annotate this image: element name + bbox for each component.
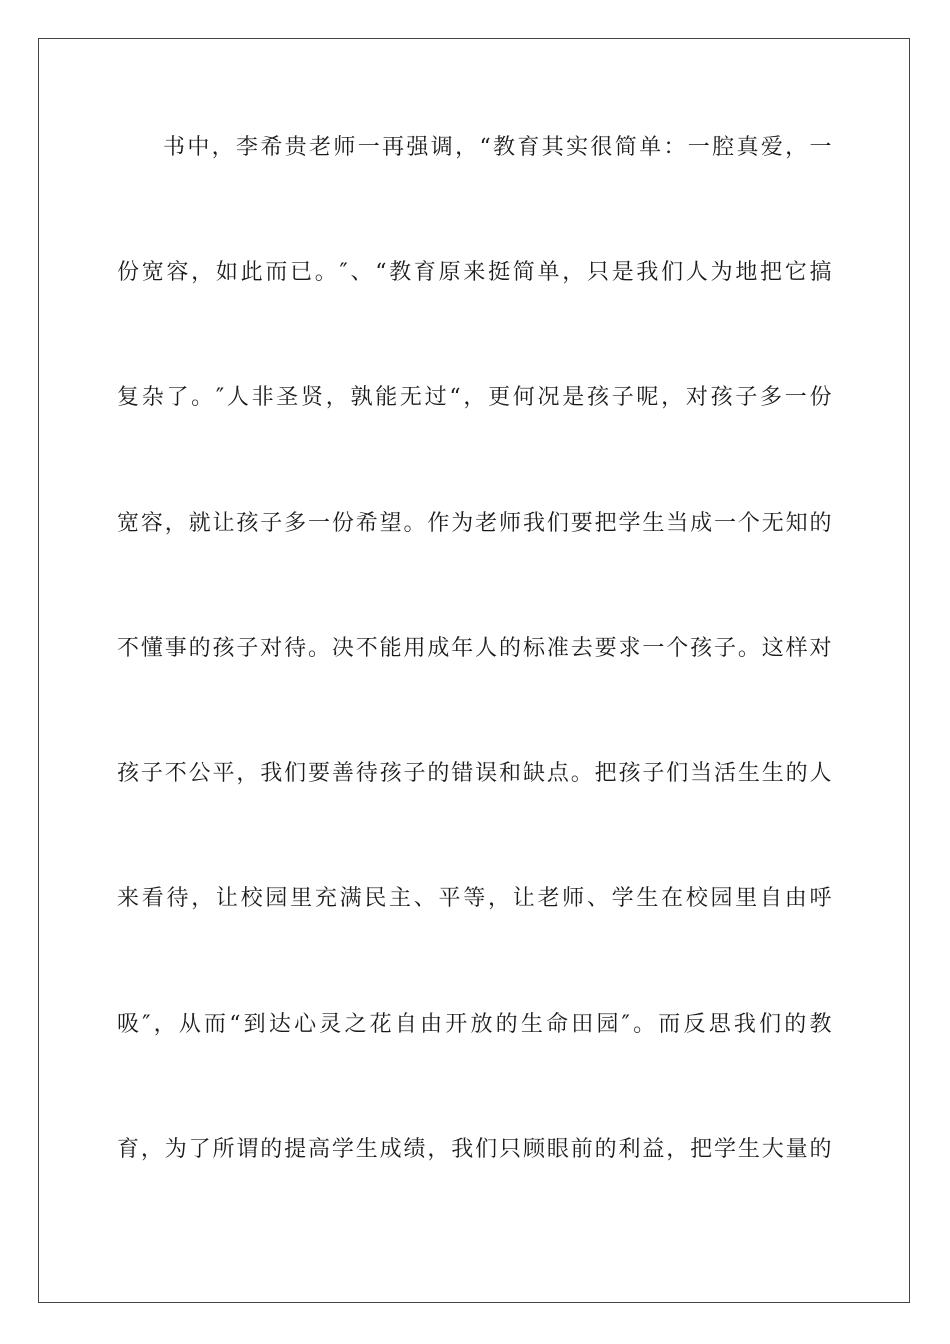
paragraph-line-5: 不懂事的孩子对待。决不能用成年人的标准去要求一个孩子。这样对 [117, 636, 832, 661]
paragraph-line-7: 来看待，让校园里充满民主、平等，让老师、学生在校园里自由呼 [117, 886, 832, 911]
paragraph-line-4: 宽容，就让孩子多一份希望。作为老师我们要把学生当成一个无知的 [117, 511, 832, 536]
page-border [38, 38, 910, 1303]
paragraph-line-8: 吸″，从而“到达心灵之花自由开放的生命田园″。而反思我们的教 [117, 1012, 832, 1037]
paragraph-line-6: 孩子不公平，我们要善待孩子的错误和缺点。把孩子们当活生生的人 [117, 761, 832, 786]
paragraph-line-2: 份宽容，如此而已。″、“教育原来挺简单，只是我们人为地把它搞 [117, 260, 832, 285]
paragraph-line-3: 复杂了。″人非圣贤，孰能无过“，更何况是孩子呢，对孩子多一份 [117, 385, 832, 410]
paragraph-line-9: 育，为了所谓的提高学生成绩，我们只顾眼前的利益，把学生大量的 [117, 1137, 832, 1162]
paragraph-line-1: 书中，李希贵老师一再强调，“教育其实很简单：一腔真爱，一 [163, 135, 832, 160]
